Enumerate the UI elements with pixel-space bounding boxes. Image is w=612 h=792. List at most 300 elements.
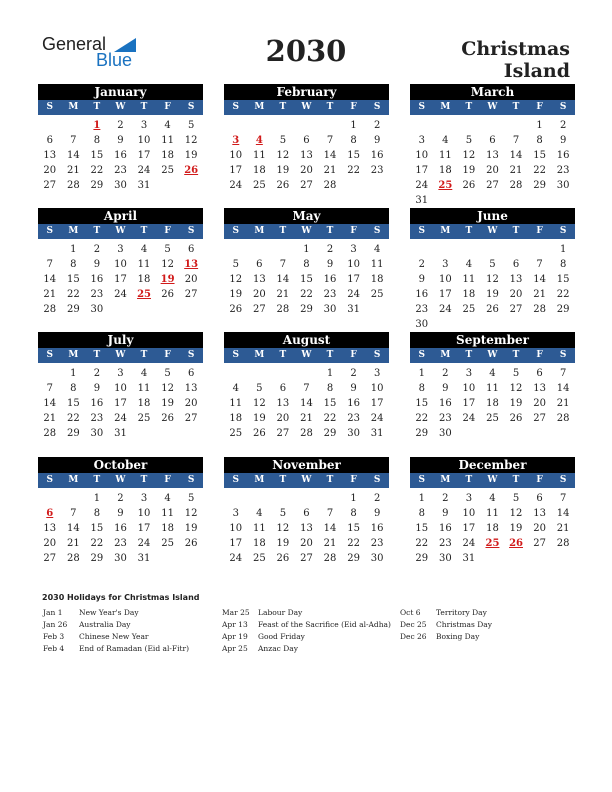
day-cell: 12 [184,135,198,146]
day-cell: 16 [90,398,104,409]
day-cell: 23 [438,538,452,549]
empty-day-cell [295,366,319,381]
day-cell: 28 [556,413,570,424]
weekday-label: T [465,102,473,112]
holiday-name: Labour Day [258,608,303,617]
weekday-label: F [350,102,357,112]
day-cell: 10 [462,508,476,519]
day-cell: 5 [256,383,263,394]
holiday-day-cell: 6 [46,508,54,519]
day-cell: 6 [187,244,195,255]
day-cell: 18 [161,523,174,534]
day-cell: 3 [465,493,473,504]
day-cell: 3 [418,135,425,146]
day-cell: 16 [556,150,570,161]
holiday-name: Christmas Day [436,620,492,629]
holiday-item [222,607,391,619]
day-cell: 7 [512,135,520,146]
day-cell: 31 [137,553,151,564]
weekday-label: M [440,475,451,485]
day-cell: 5 [512,493,520,504]
weekday-label: M [68,350,79,360]
day-cell: 31 [462,553,476,564]
day-cell: 23 [415,304,429,315]
weekday-label: W [301,226,312,236]
day-cell: 3 [140,120,148,131]
weekday-label: F [350,350,357,360]
day-cell: 6 [303,135,310,146]
day-cell: 14 [43,398,57,409]
country-name [461,38,570,82]
empty-day-cell [271,366,295,381]
day-cell: 11 [252,150,266,161]
weekday-label: W [487,102,498,112]
holiday-date: Apr 25 [222,644,248,653]
day-cell: 28 [323,553,337,564]
day-cell: 4 [256,508,263,519]
weekday-label: S [187,475,195,485]
day-cell: 11 [486,383,499,394]
holiday-day-cell: 25 [137,289,151,300]
day-cell: 7 [70,508,77,519]
weekday-label: S [187,102,195,112]
weekday-label: T [279,102,287,112]
holiday-day-cell: 13 [184,259,199,270]
month-title: October [38,457,203,473]
day-cell: 10 [229,523,243,534]
day-cell: 5 [279,135,287,146]
month-june [410,208,575,332]
empty-day-cell [224,366,248,381]
empty-day-cell [434,242,458,257]
day-cell: 9 [350,383,357,394]
day-cell: 30 [90,428,104,439]
day-cell: 28 [43,428,57,439]
day-cell: 18 [161,150,174,161]
day-cell: 17 [347,274,360,285]
day-cell: 23 [370,538,384,549]
day-cell: 1 [326,368,334,379]
day-cell: 14 [323,523,337,534]
day-cell: 23 [114,538,127,549]
day-cell: 17 [229,538,243,549]
country-name-line1: Christmas [461,38,570,60]
day-cell: 1 [93,493,101,504]
day-cell: 15 [415,523,429,534]
day-cell: 8 [70,259,77,270]
day-cell: 19 [161,398,174,409]
day-cell: 24 [370,413,384,424]
day-cell: 19 [509,398,523,409]
day-cell: 22 [300,289,313,300]
day-cell: 6 [489,135,496,146]
day-cell: 27 [184,289,198,300]
day-cell: 3 [117,368,124,379]
day-cell: 8 [303,259,310,270]
weekday-label: W [301,475,312,485]
day-cell: 6 [536,368,543,379]
holiday-date: Apr 13 [222,620,248,629]
day-cell: 1 [350,493,357,504]
weekday-label: M [254,102,265,112]
day-cell: 25 [161,165,174,176]
holiday-name: End of Ramadan (Eid al-Fitr) [79,644,190,653]
day-cell: 15 [533,150,546,161]
day-cell: 27 [276,428,290,439]
day-cell: 30 [114,553,127,564]
day-cell: 13 [43,523,57,534]
day-cell: 27 [43,553,57,564]
day-cell: 13 [533,508,546,519]
day-cell: 11 [161,135,174,146]
weekday-label: T [279,350,287,360]
day-grid [38,363,203,441]
day-cell: 31 [137,180,151,191]
weekday-label: M [68,475,79,485]
holiday-column [222,607,391,655]
empty-day-cell [504,118,528,133]
weekday-label: S [187,350,195,360]
weekday-label: M [254,475,265,485]
day-cell: 14 [276,274,290,285]
day-cell: 22 [66,289,80,300]
day-cell: 22 [347,538,360,549]
weekday-label: W [115,226,126,236]
weekday-label: M [68,226,79,236]
day-cell: 2 [117,493,124,504]
month-title: March [410,84,575,100]
day-cell: 19 [276,538,290,549]
day-cell: 11 [137,259,151,270]
day-cell: 21 [556,398,570,409]
day-cell: 12 [486,274,499,285]
weekday-label: W [115,350,126,360]
day-cell: 15 [90,523,104,534]
day-cell: 24 [114,289,127,300]
empty-day-cell [38,366,62,381]
day-cell: 24 [462,413,476,424]
weekday-label: W [487,475,498,485]
day-cell: 27 [43,180,57,191]
day-cell: 13 [252,274,266,285]
day-cell: 8 [350,135,357,146]
day-cell: 30 [556,180,570,191]
day-cell: 16 [370,523,384,534]
day-cell: 3 [465,368,473,379]
day-cell: 25 [370,289,384,300]
day-cell: 15 [66,398,80,409]
month-april [38,208,203,317]
holiday-name: Territory Day [436,608,487,617]
day-cell: 19 [276,165,290,176]
day-cell: 27 [300,180,313,191]
day-cell: 16 [415,289,429,300]
weekday-header [38,473,203,488]
day-cell: 10 [137,135,151,146]
day-cell: 26 [229,304,243,315]
day-cell: 7 [559,368,567,379]
day-cell: 21 [43,413,57,424]
day-grid [38,488,203,566]
day-cell: 10 [462,383,476,394]
day-cell: 15 [323,398,337,409]
weekday-label: S [373,226,381,236]
day-cell: 7 [559,493,567,504]
day-cell: 19 [184,523,198,534]
day-grid [410,363,575,441]
weekday-label: W [301,350,312,360]
day-cell: 5 [164,244,171,255]
day-cell: 6 [46,135,53,146]
holiday-item [43,643,189,655]
day-cell: 30 [415,319,429,330]
month-title: August [224,332,389,348]
weekday-label: T [465,350,473,360]
day-cell: 18 [252,165,266,176]
day-cell: 12 [161,383,174,394]
day-cell: 26 [252,428,266,439]
day-cell: 29 [90,553,104,564]
day-cell: 16 [370,150,384,161]
day-cell: 29 [556,304,570,315]
holiday-item [43,619,189,631]
day-cell: 8 [93,135,101,146]
empty-day-cell [481,242,505,257]
day-cell: 7 [70,135,77,146]
day-cell: 9 [559,135,567,146]
day-cell: 6 [512,259,520,270]
day-cell: 13 [509,274,523,285]
day-cell: 17 [462,398,476,409]
day-cell: 19 [462,165,476,176]
day-cell: 9 [373,135,381,146]
day-cell: 21 [300,413,313,424]
day-cell: 9 [326,259,334,270]
day-cell: 4 [465,259,473,270]
weekday-label: S [373,350,381,360]
day-cell: 20 [184,398,198,409]
day-cell: 16 [114,523,127,534]
day-cell: 22 [556,289,570,300]
day-cell: 22 [66,413,80,424]
day-cell: 3 [117,244,124,255]
logo-text-blue: Blue [96,50,133,70]
day-cell: 2 [559,120,567,131]
holiday-date: Oct 6 [400,608,421,617]
holiday-item [222,619,391,631]
day-cell: 25 [486,413,499,424]
day-cell: 23 [323,289,337,300]
logo-text-general: General [42,34,107,54]
day-cell: 2 [373,493,381,504]
day-cell: 2 [93,244,101,255]
weekday-label: S [46,102,54,112]
weekday-label: S [559,350,567,360]
month-january [38,84,203,193]
day-cell: 27 [533,413,546,424]
day-cell: 10 [114,383,127,394]
day-cell: 22 [90,538,104,549]
day-cell: 21 [323,538,337,549]
weekday-label: W [115,102,126,112]
day-cell: 22 [533,165,546,176]
day-cell: 27 [252,304,266,315]
day-cell: 26 [161,413,174,424]
weekday-label: T [512,102,520,112]
day-cell: 13 [184,383,198,394]
day-cell: 24 [229,553,243,564]
day-cell: 4 [232,383,239,394]
holiday-name: Feast of the Sacrifice (Eid al-Adha) [258,620,391,629]
weekday-label: F [164,475,171,485]
day-cell: 12 [276,523,290,534]
day-cell: 8 [559,259,567,270]
holiday-item [400,631,492,643]
day-cell: 13 [43,150,57,161]
weekday-label: S [187,226,195,236]
weekday-label: W [115,475,126,485]
day-grid [410,488,575,566]
day-cell: 22 [415,538,429,549]
holiday-date: Mar 25 [222,608,250,617]
weekday-label: S [232,226,240,236]
day-cell: 13 [486,150,499,161]
empty-day-cell [248,366,272,381]
empty-day-cell [248,118,272,133]
weekday-label: M [440,226,451,236]
day-cell: 3 [350,244,357,255]
day-cell: 6 [256,259,263,270]
holiday-day-cell: 26 [184,165,199,176]
month-march [410,84,575,208]
day-cell: 5 [187,493,195,504]
weekday-header [410,224,575,239]
day-cell: 20 [533,398,546,409]
day-cell: 6 [303,508,310,519]
day-cell: 18 [137,398,151,409]
day-cell: 27 [533,538,546,549]
day-cell: 14 [66,523,80,534]
day-cell: 31 [415,195,429,206]
day-cell: 2 [93,368,101,379]
day-cell: 10 [415,150,429,161]
weekday-label: F [536,226,543,236]
day-cell: 24 [462,538,476,549]
weekday-label: S [418,350,426,360]
day-cell: 23 [90,413,104,424]
weekday-label: T [93,102,101,112]
day-cell: 25 [137,413,151,424]
day-cell: 16 [323,274,337,285]
weekday-header [224,473,389,488]
weekday-label: F [350,226,357,236]
day-cell: 21 [323,165,337,176]
month-title: July [38,332,203,348]
weekday-label: F [536,475,543,485]
day-cell: 28 [66,180,80,191]
day-cell: 8 [536,135,543,146]
day-cell: 23 [114,165,127,176]
weekday-label: S [46,226,54,236]
empty-day-cell [271,242,295,257]
day-cell: 29 [323,428,337,439]
day-cell: 24 [415,180,429,191]
day-cell: 27 [509,304,523,315]
month-september [410,332,575,441]
weekday-label: T [465,226,473,236]
weekday-label: S [559,475,567,485]
day-cell: 30 [114,180,127,191]
day-cell: 12 [184,508,198,519]
day-cell: 2 [418,259,425,270]
weekday-label: T [512,226,520,236]
weekday-header [410,100,575,115]
weekday-label: T [326,102,334,112]
day-cell: 4 [140,244,148,255]
day-cell: 19 [184,150,198,161]
weekday-label: T [512,350,520,360]
day-cell: 18 [370,274,384,285]
day-cell: 18 [486,523,499,534]
holiday-item [400,607,492,619]
day-cell: 29 [66,304,80,315]
day-cell: 10 [137,508,151,519]
holiday-name: Good Friday [258,632,305,641]
day-cell: 17 [370,398,384,409]
day-cell: 11 [137,383,151,394]
day-cell: 24 [347,289,360,300]
day-cell: 22 [323,413,337,424]
empty-day-cell [528,242,552,257]
empty-day-cell [457,118,481,133]
day-cell: 13 [300,523,313,534]
day-cell: 5 [164,368,171,379]
day-cell: 12 [509,508,523,519]
day-cell: 1 [418,368,425,379]
day-grid [410,115,575,208]
day-cell: 16 [347,398,360,409]
day-cell: 20 [533,523,546,534]
weekday-label: S [232,102,240,112]
day-cell: 28 [556,538,570,549]
holiday-column [400,607,492,643]
day-cell: 17 [114,398,127,409]
day-cell: 8 [70,383,77,394]
day-cell: 9 [117,135,124,146]
day-cell: 15 [347,150,360,161]
day-cell: 18 [252,538,266,549]
weekday-label: S [46,350,54,360]
day-cell: 14 [509,150,523,161]
month-title: November [224,457,389,473]
day-grid [38,115,203,193]
month-may [224,208,389,317]
day-cell: 24 [438,304,452,315]
day-cell: 17 [438,289,452,300]
day-grid [224,239,389,317]
day-cell: 13 [300,150,313,161]
day-cell: 19 [252,413,266,424]
day-cell: 17 [137,523,151,534]
day-cell: 14 [300,398,313,409]
weekday-label: M [440,102,451,112]
empty-day-cell [318,118,342,133]
weekday-label: T [140,102,148,112]
day-cell: 28 [533,304,546,315]
empty-day-cell [38,491,62,506]
holiday-name: Australia Day [79,620,131,629]
day-cell: 21 [556,523,570,534]
